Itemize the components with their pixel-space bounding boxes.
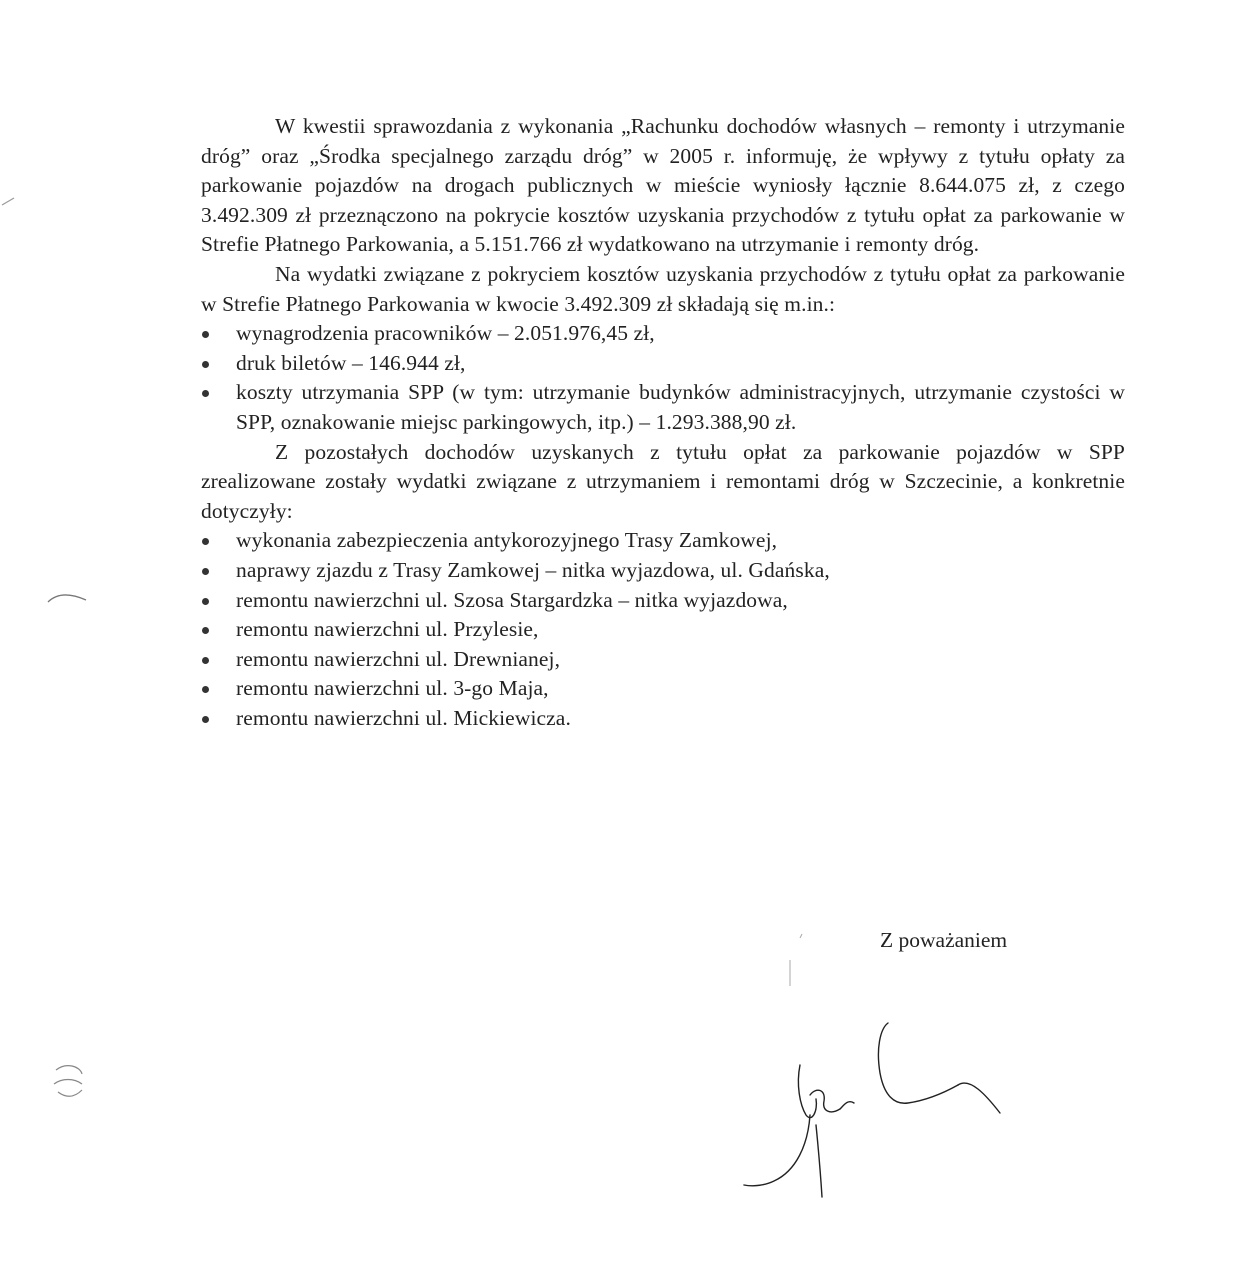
list-item: wykonania zabezpieczenia antykorozyjnego Trasy Zamkowej, [201, 526, 1125, 556]
scan-mark [48, 1060, 88, 1102]
list-item: remontu nawierzchni ul. Drewnianej, [201, 645, 1125, 675]
list-item: wynagrodzenia pracowników – 2.051.976,45 zł, [201, 319, 1125, 349]
paragraph-remaining: Z pozostałych dochodów uzyskanych z tytułu opłat za parkowanie pojazdów w SPP zrealizowane zostały wydatki związane z utrzymaniem i remontami dróg w Szczecinie, a konkretnie dotyczyły: [201, 439, 1125, 523]
handwritten-signature [730, 1015, 1020, 1205]
list-item: remontu nawierzchni ul. Mickiewicza. [201, 704, 1125, 734]
scan-mark [0, 195, 16, 209]
works-list [201, 526, 1125, 733]
closing-salutation: Z poważaniem [880, 928, 1008, 952]
list-item: koszty utrzymania SPP (w tym: utrzymanie budynków administracyjnych, utrzymanie czystości w SPP, oznakowanie miejsc parkingowych, itp.) – 1.293.388,90 zł. [201, 378, 1125, 437]
list-item: naprawy zjazdu z Trasy Zamkowej – nitka wyjazdowa, ul. Gdańska, [201, 556, 1125, 586]
list-item: druk biletów – 146.944 zł, [201, 349, 1125, 379]
list-item: remontu nawierzchni ul. Szosa Stargardzka – nitka wyjazdowa, [201, 586, 1125, 616]
list-item: remontu nawierzchni ul. 3-go Maja, [201, 674, 1125, 704]
letter-body [201, 112, 1125, 733]
list-item: remontu nawierzchni ul. Przylesie, [201, 615, 1125, 645]
scan-mark [780, 930, 810, 990]
scan-mark [46, 588, 90, 606]
expenses-list [201, 319, 1125, 437]
paragraph-intro: W kwestii sprawozdania z wykonania „Rachunku dochodów własnych – remonty i utrzymanie dróg” oraz „Środka specjalnego zarządu dróg” w 2005 r. informuję, że wpływy z tytułu opłaty za parkowanie pojazdów na drogach publicznych w mieście wyniosły łącznie 8.644.075 zł, z czego 3.492.309 zł przeznączono na pokrycie kosztów uzyskania przychodów z tytułu opłat za parkowanie w Strefie Płatnego Parkowania, a 5.151.766 zł wydatkowano na utrzymanie i remonty dróg. [201, 114, 1125, 257]
paragraph-expenses: Na wydatki związane z pokryciem kosztów uzyskania przychodów z tytułu opłat za parkowanie w Strefie Płatnego Parkowania w kwocie 3.492.309 zł składają się m.in.: [201, 261, 1125, 316]
